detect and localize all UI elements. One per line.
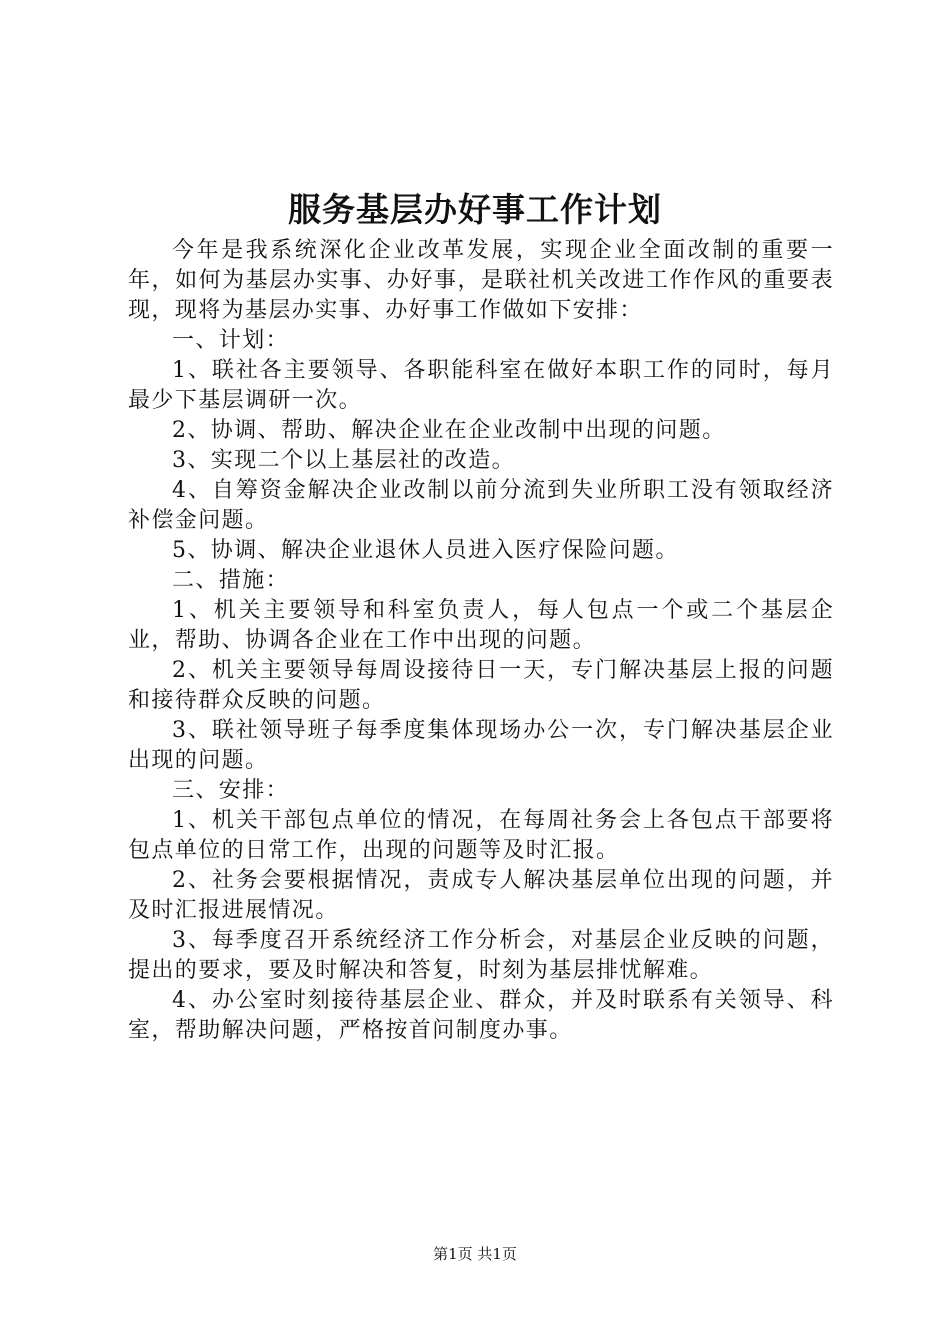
section-heading-plan: 一、计划：	[172, 328, 290, 353]
plan-item-3: 3、实现二个以上基层社的改造。	[172, 448, 515, 473]
document-title: 服务基层办好事工作计划	[288, 190, 662, 229]
plan-item-4: 4、自筹资金解决企业改制以前分流到失业所职工没有领取经济补偿金问题。	[128, 478, 834, 533]
plan-item-5: 5、协调、解决企业退休人员进入医疗保险问题。	[172, 538, 679, 563]
arrangement-item-4: 4、办公室时刻接待基层企业、群众，并及时联系有关领导、科室，帮助解决问题，严格按首问制度办事。	[128, 988, 834, 1043]
section-heading-measures: 二、措施：	[172, 568, 290, 593]
measure-item-3: 3、联社领导班子每季度集体现场办公一次，专门解决基层企业出现的问题。	[128, 718, 834, 773]
arrangement-item-1: 1、机关干部包点单位的情况，在每周社务会上各包点干部要将包点单位的日常工作，出现的问题等及时汇报。	[128, 808, 834, 863]
plan-item-1: 1、联社各主要领导、各职能科室在做好本职工作的同时，每月最少下基层调研一次。	[128, 358, 834, 413]
paragraph-intro: 今年是我系统深化企业改革发展，实现企业全面改制的重要一年，如何为基层办实事、办好事，是联社机关改进工作作风的重要表现，现将为基层办实事、办好事工作做如下安排：	[128, 238, 834, 323]
measure-item-1: 1、机关主要领导和科室负责人，每人包点一个或二个基层企业，帮助、协调各企业在工作中出现的问题。	[128, 598, 834, 653]
section-heading-arrangements: 三、安排：	[172, 778, 290, 803]
plan-item-2: 2、协调、帮助、解决企业在企业改制中出现的问题。	[172, 418, 726, 443]
page-footer: 第1页 共1页	[433, 1245, 517, 1263]
document-body	[128, 236, 834, 1046]
measure-item-2: 2、机关主要领导每周设接待日一天，专门解决基层上报的问题和接待群众反映的问题。	[128, 658, 834, 713]
arrangement-item-3: 3、每季度召开系统经济工作分析会，对基层企业反映的问题，提出的要求，要及时解决和答复，时刻为基层排忧解难。	[128, 928, 834, 983]
arrangement-item-2: 2、社务会要根据情况，责成专人解决基层单位出现的问题，并及时汇报进展情况。	[128, 868, 834, 923]
